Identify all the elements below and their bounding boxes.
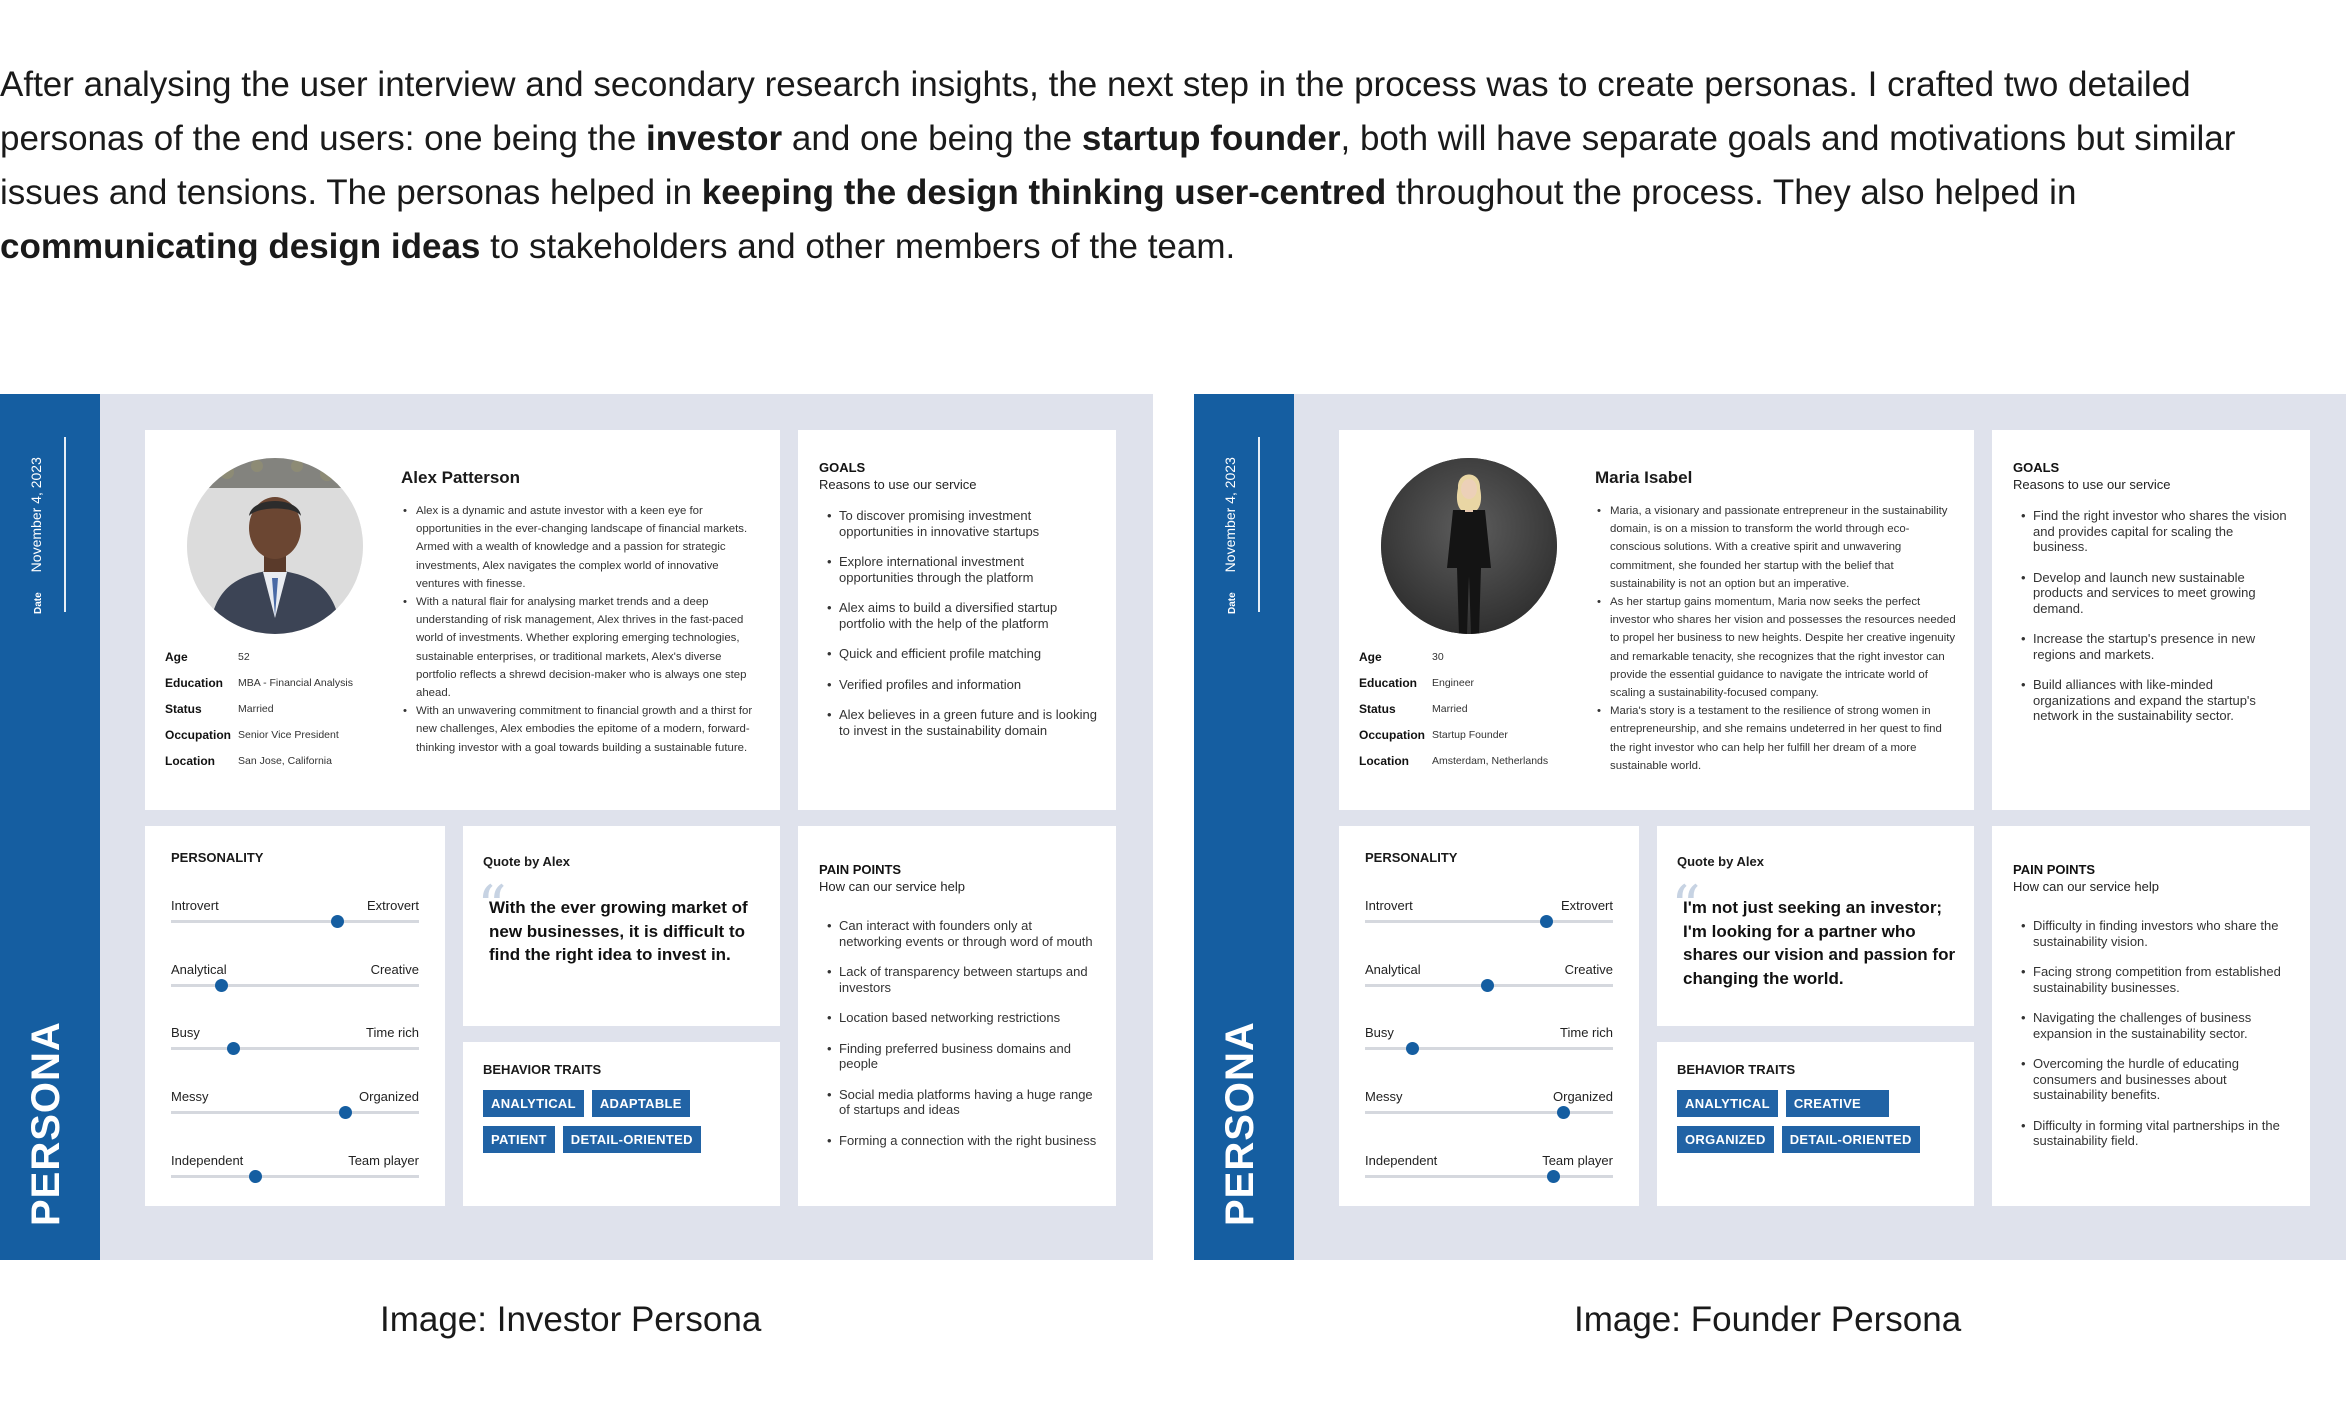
goal-item: • Find the right investor who shares the vision and provides capital for scaling the business. [2013, 508, 2291, 555]
slider-knob [249, 1170, 262, 1183]
pain-item: • Location based networking restrictions [819, 1010, 1097, 1026]
pain-item: • Finding preferred business domains and people [819, 1041, 1097, 1072]
persona-bio [1597, 502, 1957, 775]
goals-card [1992, 430, 2310, 810]
pains-title: PAIN POINTS [819, 862, 902, 877]
personality-slider: Busy Time rich [1365, 1025, 1613, 1055]
slider-knob [331, 915, 344, 928]
persona-band-title: PERSONA [1218, 1021, 1262, 1226]
founder-caption: Image: Founder Persona [1574, 1300, 1962, 1339]
personality-slider: Introvert Extrovert [1365, 898, 1613, 928]
pain-item: • Facing strong competition from established sustainability businesses. [2013, 964, 2291, 995]
goal-item: • Develop and launch new sustainable products and services to meet growing demand. [2013, 570, 2291, 617]
quote-card [1657, 826, 1974, 1026]
personality-slider: Messy Organized [171, 1089, 419, 1119]
band-divider [1258, 437, 1260, 612]
trait-tags [1677, 1090, 1967, 1162]
bio-item: • As her startup gains momentum, Maria now seeks the perfect investor who shares her vision and possesses the resources needed to propel her business to new heights. Despite her creative ingenuity and remarkable tenacity, she recognizes that the right investor can provide the essential guidance to navigate the intricate world of scaling a sustainability-focused company. [1597, 593, 1957, 702]
person-photo-icon [187, 458, 363, 634]
personality-title: PERSONALITY [1365, 850, 1458, 865]
trait-tag: DETAIL-ORIENTED [563, 1126, 701, 1153]
pain-points-card [1992, 826, 2310, 1206]
intro-text: to stakeholders and other members of the team. [480, 227, 1236, 266]
pains-subtitle: How can our service help [2013, 879, 2159, 894]
pains-title: PAIN POINTS [2013, 862, 2096, 877]
personality-slider: Busy Time rich [171, 1025, 419, 1055]
goals-list [819, 508, 1097, 753]
trait-tag: ANALYTICAL [483, 1090, 584, 1117]
slider-knob [1557, 1106, 1570, 1119]
goals-subtitle: Reasons to use our service [819, 477, 977, 492]
pains-list [2013, 918, 2291, 1164]
investor-caption: Image: Investor Persona [380, 1300, 762, 1339]
pain-item: • Navigating the challenges of business expansion in the sustainability sector. [2013, 1010, 2291, 1041]
intro-paragraph [0, 58, 2330, 274]
founder-persona-board [1194, 394, 2346, 1260]
quote-text: With the ever growing market of new businesses, it is difficult to find the right idea to invest in. [489, 898, 748, 964]
quote-title: Quote by Alex [483, 854, 570, 869]
pain-item: • Lack of transparency between startups and investors [819, 964, 1097, 995]
pain-item: • Can interact with founders only at networking events or through word of mouth [819, 918, 1097, 949]
pain-item: • Forming a connection with the right business [819, 1133, 1097, 1149]
slider-knob [227, 1042, 240, 1055]
slider-knob [215, 979, 228, 992]
trait-tag: ORGANIZED [1677, 1126, 1774, 1153]
goal-item: • Increase the startup's presence in new regions and markets. [2013, 631, 2291, 662]
bio-item: • With an unwavering commitment to financial growth and a thirst for new challenges, Alex embodies the epitome of a modern, forward-thinking investor with a goal towards building a sustainable future. [403, 702, 763, 757]
personality-card [1339, 826, 1639, 1206]
persona-side-band [0, 394, 100, 1260]
pain-item: • Social media platforms having a huge range of startups and ideas [819, 1087, 1097, 1118]
bio-item: • Alex is a dynamic and astute investor with a keen eye for opportunities in the ever-changing landscape of financial markets. Armed with a wealth of knowledge and a passion for strategic investments, Alex navigates the complex world of innovative ventures with finesse. [403, 502, 763, 593]
intro-text: , both will have separate goals and motivations but similar issues and tensions. The personas helped in [0, 119, 2236, 212]
intro-text: After analysing the user interview and secondary research insights, the next step in the process was to create personas. I crafted two detailed personas of the end users: one being the [0, 65, 2191, 158]
personality-slider: Analytical Creative [171, 962, 419, 992]
profile-card: Maria Isabel • Maria, a visionary and passionate entrepreneur in the sustainability domain, is on a mission to transform the world through eco-conscious solutions. With a creative spirit and unwavering commitment, she founded her startup with the belief that sustainability is not an option but an imperative. • As her startup gains momentum, Maria now seeks the perfect investor who shares her vision and possesses the resources needed to propel her business to new heights. Despite her creative ingenuity and remarkable tenacity, she recognizes that the right investor can provide the essential guidance to navigate the intricate world of scaling a sustainability-focused company. • Maria's story is a testament to the resilience of strong women in entrepreneurship, and she remains undeterred in her quest to find the right investor who can help her fulfill her dream of a more sustainable world. Age 30 Education Engineer Status Married Occupation Startup Founder Location Amsterdam, Netherlands [1339, 430, 1974, 810]
persona-name: Maria Isabel [1595, 468, 1693, 487]
goal-item: • Quick and efficient profile matching [819, 646, 1097, 662]
intro-bold: communicating design ideas [0, 227, 481, 266]
behavior-traits-card [463, 1042, 780, 1206]
pain-item: • Difficulty in forming vital partnerships in the sustainability field. [2013, 1118, 2291, 1149]
slider-knob [1481, 979, 1494, 992]
pain-points-card [798, 826, 1116, 1206]
quote-card [463, 826, 780, 1026]
slider-knob [339, 1106, 352, 1119]
slider-knob [1547, 1170, 1560, 1183]
goals-list [2013, 508, 2291, 739]
personality-slider: Messy Organized [1365, 1089, 1613, 1119]
traits-title: BEHAVIOR TRAITS [1677, 1062, 1796, 1077]
pains-list [819, 918, 1097, 1163]
intro-bold: keeping the design thinking user-centred [701, 173, 1387, 212]
date-value: November 4, 2023 [28, 457, 44, 573]
intro-bold: startup founder [1081, 119, 1341, 158]
quote-text: I'm not just seeking an investor; I'm looking for a partner who shares our vision and passion for changing the world. [1683, 898, 1956, 988]
intro-text: and one being the [782, 119, 1082, 158]
date-value: November 4, 2023 [1222, 457, 1238, 573]
trait-tag: CREATIVE [1786, 1090, 1889, 1117]
quote-mark-icon: “ [1671, 873, 1701, 941]
persona-band-title: PERSONA [24, 1021, 68, 1226]
personality-slider: Introvert Extrovert [171, 898, 419, 928]
bio-item: • Maria's story is a testament to the resilience of strong women in entrepreneurship, and she remains undeterred in her quest to find the right investor who can help her fulfill her dream of a more sustainable world. [1597, 702, 1957, 775]
goals-title: GOALS [2013, 460, 2060, 475]
date-label: Date [33, 592, 44, 614]
investor-persona-board [0, 394, 1153, 1260]
date-label: Date [1227, 592, 1238, 614]
pains-subtitle: How can our service help [819, 879, 965, 894]
slider-knob [1406, 1042, 1419, 1055]
slider-knob [1540, 915, 1553, 928]
goal-item: • Explore international investment opportunities through the platform [819, 554, 1097, 585]
goals-subtitle: Reasons to use our service [2013, 477, 2171, 492]
trait-tag: PATIENT [483, 1126, 555, 1153]
goal-item: • Build alliances with like-minded organizations and expand the startup's network in the sustainability sector. [2013, 677, 2291, 724]
intro-text: throughout the process. They also helped in [1386, 173, 2077, 212]
goal-item: • Verified profiles and information [819, 677, 1097, 693]
pain-item: • Difficulty in finding investors who share the sustainability vision. [2013, 918, 2291, 949]
bio-item: • With a natural flair for analysing market trends and a deep understanding of risk management, Alex thrives in the fast-paced world of investments. Whether exploring emerging technologies, sustainable enterprises, or traditional markets, Alex's diverse portfolio reflects a shrewd decision-maker who is always one step ahead. [403, 593, 763, 702]
quote-mark-icon: “ [477, 873, 507, 941]
personality-slider: Independent Team player [171, 1153, 419, 1183]
traits-title: BEHAVIOR TRAITS [483, 1062, 602, 1077]
trait-tag: ANALYTICAL [1677, 1090, 1778, 1117]
profile-card: Alex Patterson • Alex is a dynamic and astute investor with a keen eye for opportunities in the ever-changing landscape of financial markets. Armed with a wealth of knowledge and a passion for strategic investments, Alex navigates the complex world of innovative ventures with finesse. • With a natural flair for analysing market trends and a deep understanding of risk management, Alex thrives in the fast-paced world of investments. Whether exploring emerging technologies, sustainable enterprises, or traditional markets, Alex's diverse portfolio reflects a shrewd decision-maker who is always one step ahead. • With an unwavering commitment to financial growth and a thirst for new challenges, Alex embodies the epitome of a modern, forward-thinking investor with a goal towards building a sustainable future. Age 52 Education MBA - Financial Analysis Status Married Occupation Senior Vice President Location San Jose, California [145, 430, 780, 810]
goal-item: • Alex believes in a green future and is looking to invest in the sustainability domain [819, 707, 1097, 738]
trait-tag: DETAIL-ORIENTED [1782, 1126, 1920, 1153]
behavior-traits-card [1657, 1042, 1974, 1206]
intro-bold: investor [646, 119, 783, 158]
goals-title: GOALS [819, 460, 866, 475]
persona-side-band [1194, 394, 1294, 1260]
personality-card [145, 826, 445, 1206]
goals-card [798, 430, 1116, 810]
quote-title: Quote by Alex [1677, 854, 1764, 869]
personality-slider: Analytical Creative [1365, 962, 1613, 992]
trait-tags [483, 1090, 773, 1162]
personality-slider: Independent Team player [1365, 1153, 1613, 1183]
pain-item: • Overcoming the hurdle of educating consumers and businesses about sustainability benefits. [2013, 1056, 2291, 1103]
goal-item: • Alex aims to build a diversified startup portfolio with the help of the platform [819, 600, 1097, 631]
bio-item: • Maria, a visionary and passionate entrepreneur in the sustainability domain, is on a mission to transform the world through eco-conscious solutions. With a creative spirit and unwavering commitment, she founded her startup with the belief that sustainability is not an option but an imperative. [1597, 502, 1957, 593]
person-photo-icon [1381, 458, 1557, 634]
goal-item: • To discover promising investment opportunities in innovative startups [819, 508, 1097, 539]
band-divider [64, 437, 66, 612]
persona-bio [403, 502, 763, 757]
trait-tag: ADAPTABLE [592, 1090, 690, 1117]
personality-title: PERSONALITY [171, 850, 264, 865]
persona-name: Alex Patterson [401, 468, 521, 487]
